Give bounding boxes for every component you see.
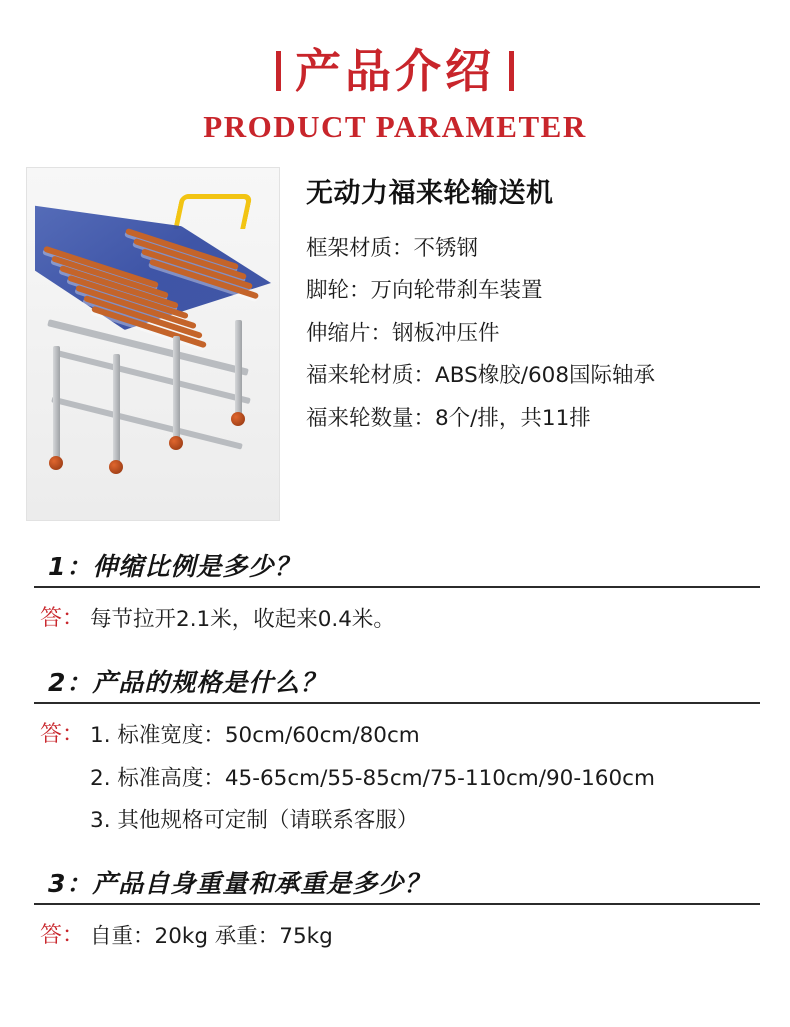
- title-right-bar-icon: [509, 51, 514, 91]
- leg-4: [235, 320, 242, 416]
- product-specs: [280, 167, 774, 521]
- faq-question-2-text: 2：产品的规格是什么？: [48, 668, 327, 698]
- faq-section: [0, 547, 790, 955]
- caster-4: [231, 412, 245, 426]
- spec-caster: 脚轮：万向轮带刹车装置: [306, 278, 543, 304]
- faq-answer-1-line-1: 每节拉开2.1米，收起来0.4米。: [90, 606, 395, 632]
- faq-answer-3-line-1: 自重：20kg 承重：75kg: [90, 924, 333, 950]
- faq-question-2: [34, 663, 760, 704]
- faq-question-1: [34, 547, 760, 588]
- leg-1: [53, 346, 60, 458]
- faq-answer-2: [34, 718, 760, 838]
- answer-lines-2: [84, 718, 655, 838]
- page-title: [0, 46, 790, 97]
- spec-wheel-count: 福来轮数量：8个/排，共11排: [306, 405, 591, 431]
- product-section: [0, 167, 790, 521]
- caster-3: [169, 436, 183, 450]
- faq-answer-2-line-3: 3. 其他规格可定制（请联系客服）: [90, 808, 419, 833]
- page-title-text: 产品介绍: [295, 44, 495, 98]
- product-name: 无动力福来轮输送机: [306, 177, 554, 209]
- faq-answer-2-line-1: 1. 标准宽度：50cm/60cm/80cm: [90, 723, 420, 749]
- answer-label-3: 答：: [40, 923, 85, 949]
- spec-frame-material: 框架材质：不锈钢: [306, 235, 479, 261]
- faq-answer-2-line-2: 2. 标准高度：45-65cm/55-85cm/75-110cm/90-160cm: [90, 765, 655, 791]
- leg-2: [113, 354, 120, 462]
- page-subtitle: PRODUCT PARAMETER: [203, 108, 587, 144]
- caster-2: [109, 460, 123, 474]
- faq-question-3-text: 3：产品自身重量和承重是多少？: [48, 869, 431, 899]
- spec-wheel-material: 福来轮材质：ABS橡胶/608国际轴承: [306, 363, 656, 389]
- title-left-bar-icon: [276, 51, 281, 91]
- frame-bar-low: [51, 396, 243, 449]
- leg-3: [173, 336, 180, 440]
- faq-answer-3: [34, 919, 760, 954]
- caster-1: [49, 456, 63, 470]
- answer-lines-1: [84, 602, 395, 637]
- conveyor-illustration: [27, 168, 279, 520]
- page-header: [0, 0, 790, 145]
- faq-question-1-text: 1：伸缩比例是多少？: [48, 551, 301, 581]
- answer-lines-3: [84, 919, 333, 954]
- product-photo: [26, 167, 280, 521]
- answer-label-1: 答：: [40, 605, 85, 631]
- spec-telescopic-plate: 伸缩片：钢板冲压件: [306, 320, 500, 346]
- faq-question-3: [34, 864, 760, 905]
- answer-label-2: 答：: [40, 722, 85, 748]
- faq-answer-1: [34, 602, 760, 637]
